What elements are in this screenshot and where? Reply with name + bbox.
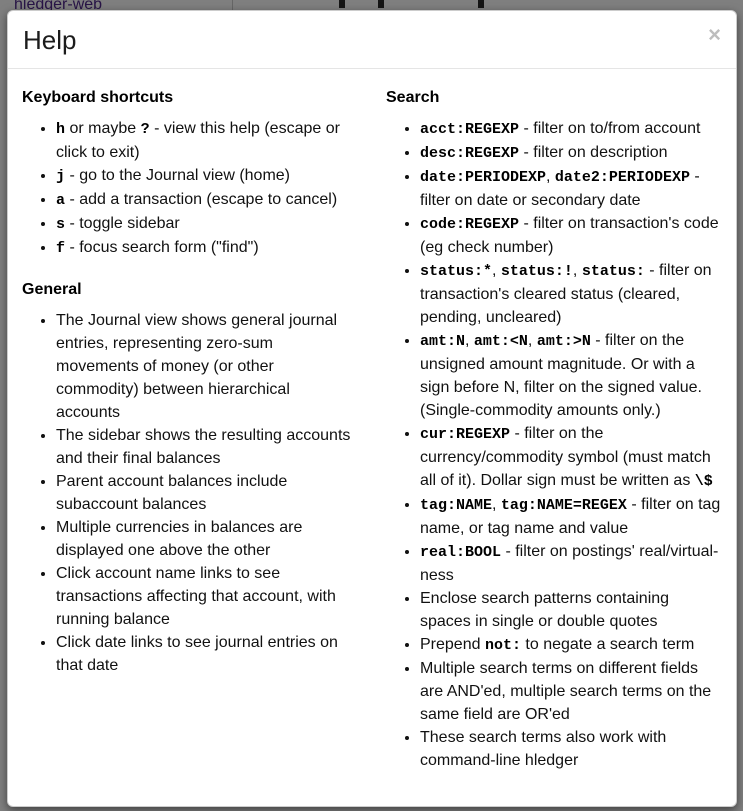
inline-code: status:* (420, 263, 493, 280)
help-list (22, 309, 358, 677)
list-item: • Multiple search terms on different fields are AND'ed, multiple search terms on the same field are OR'ed (420, 657, 722, 726)
section-heading: General (22, 281, 82, 298)
list-item: • j - go to the Journal view (home) (56, 164, 358, 188)
inline-code: real:BOOL (420, 544, 502, 561)
inline-code: date:PERIODEXP (420, 169, 547, 186)
inline-code: status: (581, 263, 645, 280)
list-item: • Parent account balances include subaccount balances (56, 470, 358, 516)
list-item: • Prepend not: to negate a search term (420, 633, 722, 657)
list-item: • date:PERIODEXP, date2:PERIODEXP - filter on date or secondary date (420, 165, 722, 212)
list-item: • Click account name links to see transactions affecting that account, with running balance (56, 562, 358, 631)
left-column (8, 88, 372, 782)
list-item: • amt:N, amt:<N, amt:>N - filter on the unsigned amount magnitude. Or with a sign before N, filter on the signed value. (Single-commodity amounts only.) (420, 329, 722, 422)
list-item: • Multiple currencies in balances are displayed one above the other (56, 516, 358, 562)
list-item: • Click date links to see journal entries on that date (56, 631, 358, 677)
modal-header (8, 11, 736, 69)
list-item: • status:*, status:!, status: - filter on transaction's cleared status (cleared, pending, uncleared) (420, 259, 722, 329)
section-heading: Search (386, 89, 440, 106)
list-item: • The Journal view shows general journal entries, representing zero-sum movements of money (or other commodity) between hierarchical accounts (56, 309, 358, 424)
right-column (372, 88, 736, 782)
inline-code: h (56, 121, 66, 138)
inline-code: s (56, 216, 66, 233)
inline-code: not: (484, 637, 521, 654)
inline-code: acct:REGEXP (420, 121, 520, 138)
modal-body (8, 69, 736, 806)
list-item: • desc:REGEXP - filter on description (420, 141, 722, 165)
inline-code: tag:NAME=REGEX (500, 497, 627, 514)
list-item: • a - add a transaction (escape to cancel) (56, 188, 358, 212)
list-item: • acct:REGEXP - filter on to/from account (420, 117, 722, 141)
inline-code: amt:N (420, 333, 466, 350)
inline-code: a (56, 192, 66, 209)
inline-code: tag:NAME (420, 497, 493, 514)
help-modal (7, 10, 737, 807)
inline-code: ? (140, 121, 150, 138)
inline-code: desc:REGEXP (420, 145, 520, 162)
section-heading: Keyboard shortcuts (22, 89, 174, 106)
inline-code: f (56, 240, 66, 257)
inline-code: j (56, 168, 66, 185)
inline-code: status:! (500, 263, 573, 280)
list-item: • These search terms also work with command-line hledger (420, 726, 722, 772)
list-item: • The sidebar shows the resulting accounts and their final balances (56, 424, 358, 470)
inline-code: date2:PERIODEXP (554, 169, 690, 186)
list-item: • f - focus search form ("find") (56, 236, 358, 260)
help-list (22, 117, 358, 260)
modal-title: Help (23, 25, 77, 55)
list-item: • h or maybe ? - view this help (escape or click to exit) (56, 117, 358, 164)
list-item: • tag:NAME, tag:NAME=REGEX - filter on tag name, or tag name and value (420, 493, 722, 540)
inline-code: code:REGEXP (420, 216, 520, 233)
inline-code: \$ (694, 473, 713, 490)
inline-code: cur:REGEXP (420, 426, 511, 443)
help-list (386, 117, 722, 772)
close-icon[interactable]: × (708, 22, 721, 47)
inline-code: amt:>N (536, 333, 591, 350)
inline-code: amt:<N (473, 333, 528, 350)
list-item: • s - toggle sidebar (56, 212, 358, 236)
list-item: • real:BOOL - filter on postings' real/virtual-ness (420, 540, 722, 587)
list-item: • Enclose search patterns containing spaces in single or double quotes (420, 587, 722, 633)
list-item: • code:REGEXP - filter on transaction's code (eg check number) (420, 212, 722, 259)
list-item: • cur:REGEXP - filter on the currency/commodity symbol (must match all of it). Dollar sign must be written as \$ (420, 422, 722, 493)
